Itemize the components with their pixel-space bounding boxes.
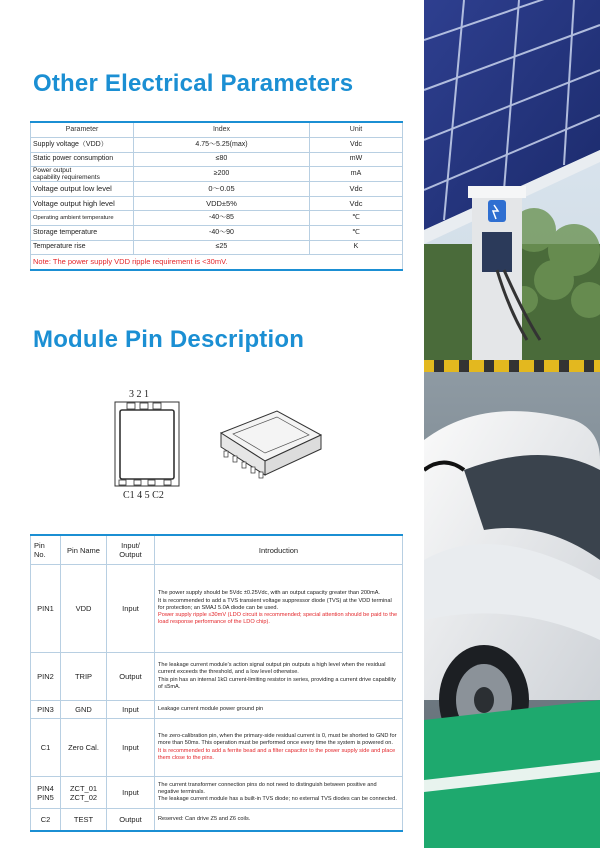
introduction-cell [155,565,403,653]
introduction-cell [155,653,403,701]
table-row [31,240,403,255]
pin-name-cell: VDD [61,565,107,653]
io-cell: Input [107,565,155,653]
param-cell: Supply voltage（VDD） [31,138,134,153]
table-row [31,211,403,226]
header-pin-no: Pin No. [31,535,61,565]
header-parameter: Parameter [31,122,134,138]
module-pin-heading: Module Pin Description [33,326,305,353]
index-cell: -40～90 [134,225,310,240]
unit-cell: mW [310,152,403,167]
ev-charging-photo [424,0,600,848]
unit-cell: ℃ [310,211,403,226]
pin-no-cell: PIN4 PIN5 [31,777,61,809]
table-row [31,138,403,153]
intro-text: Leakage current module power ground pin [158,705,264,712]
unit-cell: K [310,240,403,255]
intro-text: This pin has an internal 1kΩ current-limiting resistor in series, providing a current drive capability of ≤5mA. [158,676,396,690]
table-row [31,653,403,701]
table-row [31,225,403,240]
table-row [31,167,403,182]
pin-name-cell: GND [61,701,107,719]
index-cell: ≤25 [134,240,310,255]
header-index: Index [134,122,310,138]
table-row [31,719,403,777]
intro-warning-text: It is recommended to add a ferrite bead and a filter capacitor to the power supply side and place them close to the pins. [158,747,396,761]
index-cell: ≥200 [134,167,310,182]
introduction-cell [155,809,403,831]
param-cell: Voltage output low level [31,182,134,197]
index-cell: VDD±5% [134,196,310,211]
table-header-row [31,122,403,138]
header-unit: Unit [310,122,403,138]
module-top-view-diagram [105,384,195,504]
pin-no-cell: PIN1 [31,565,61,653]
intro-text: It is recommended to add a TVS transient voltage suppressor diode (TVS) at the VDD terminal for protection; an SMAJ 5.0A diode can be used. [158,597,392,611]
electrical-parameters-heading: Other Electrical Parameters [33,70,354,97]
intro-text: The current transformer connection pins do not need to distinguish between positive and negative terminals. [158,781,377,795]
table-row [31,777,403,809]
unit-cell: Vdc [310,196,403,211]
intro-warning-text: Power supply ripple ≤30mV (LDO circuit is recommended; special attention should be paid to the load response performance of the LDO chip). [158,612,398,626]
param-cell: Temperature rise [31,240,134,255]
io-cell: Output [107,653,155,701]
index-cell: -40～85 [134,211,310,226]
header-introduction: Introduction [155,535,403,565]
unit-cell: mA [310,167,403,182]
pin-name-cell: Zero Cal. [61,719,107,777]
top-pin-numbers: 3 2 1 [129,389,149,400]
pin-name-cell: ZCT_01 ZCT_02 [61,777,107,809]
param-cell: Storage temperature [31,225,134,240]
intro-text: The power supply should be 5Vdc ±0.25Vdc, with an output capacity greater than 200mA. [158,590,380,597]
introduction-cell [155,701,403,719]
pin-no-cell: PIN2 [31,653,61,701]
pin-no-cell: C2 [31,809,61,831]
io-cell: Input [107,777,155,809]
header-io: Input/ Output [107,535,155,565]
index-cell: 0～0.05 [134,182,310,197]
bottom-pin-numbers: C1 4 5 C2 [123,490,164,501]
io-cell: Input [107,719,155,777]
table-header-row [31,535,403,565]
unit-cell: ℃ [310,225,403,240]
ripple-note: Note: The power supply VDD ripple requirement is <30mV. [31,255,403,271]
introduction-cell [155,777,403,809]
param-cell: Power output capability requirements [31,167,134,182]
table-row [31,182,403,197]
pin-no-cell: C1 [31,719,61,777]
header-pin-name: Pin Name [61,535,107,565]
index-cell: 4.75～5.25(max) [134,138,310,153]
table-row [31,565,403,653]
unit-cell: Vdc [310,138,403,153]
table-row [31,196,403,211]
module-isometric-diagram [215,405,327,485]
param-cell: Voltage output high level [31,196,134,211]
param-cell: Static power consumption [31,152,134,167]
pin-description-table [30,534,403,832]
param-cell: Operating ambient temperature [31,211,134,226]
pin-no-cell: PIN3 [31,701,61,719]
photo-illustration [424,0,600,848]
introduction-cell [155,719,403,777]
intro-text: The leakage current module has a built-in TVS diode; no external TVS diodes can be connected. [158,796,397,803]
index-cell: ≤80 [134,152,310,167]
io-cell: Output [107,809,155,831]
table-row [31,809,403,831]
intro-text: The leakage current module's action signal output pin outputs a high level when the residual current exceeds the threshold, and a low level otherwise. [158,661,386,676]
electrical-parameters-table [30,121,403,271]
intro-text: The zero-calibration pin, when the primary-side residual current is 0, must be shorted to GND for more than 50ms. This operation must be performed once every time the system is powered on. [158,732,397,747]
pin-name-cell: TEST [61,809,107,831]
intro-text: Reserved: Can drive Z5 and Z6 coils. [158,815,251,822]
table-row [31,701,403,719]
note-row [31,255,403,271]
table-row [31,152,403,167]
unit-cell: Vdc [310,182,403,197]
pin-name-cell: TRIP [61,653,107,701]
io-cell: Input [107,701,155,719]
